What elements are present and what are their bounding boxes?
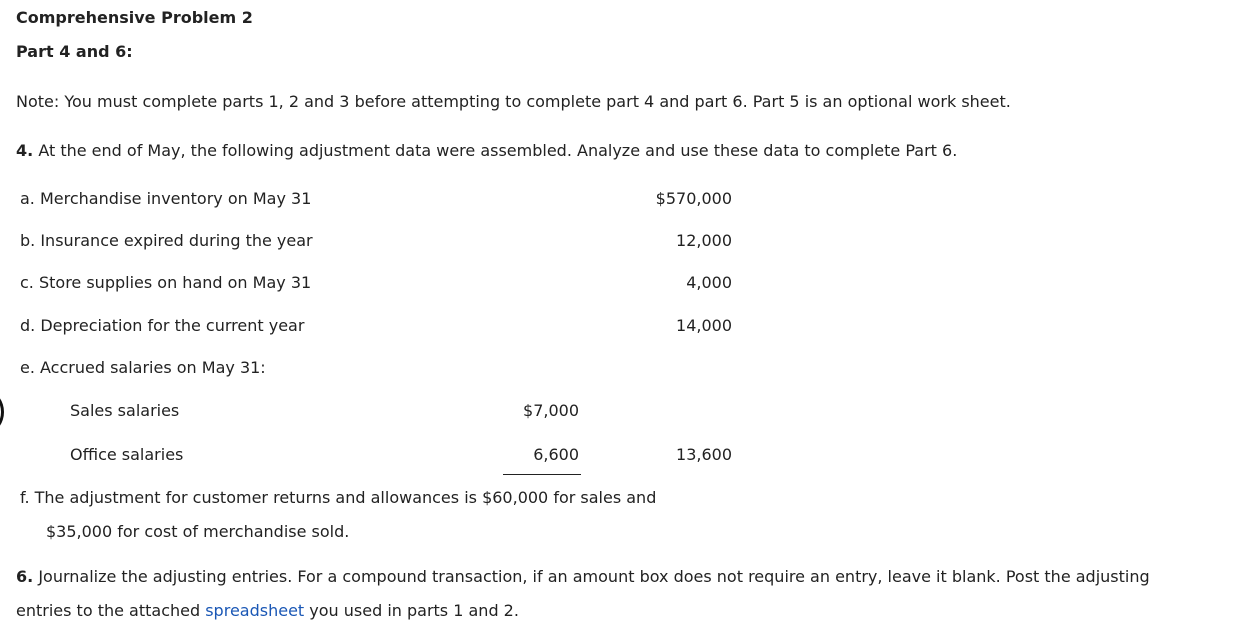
- spreadsheet-link[interactable]: spreadsheet: [205, 601, 305, 620]
- office-salaries-label: Office salaries: [70, 445, 184, 464]
- sales-salaries-label: Sales salaries: [70, 401, 180, 420]
- sales-salaries-amount: $7,000: [523, 401, 579, 420]
- subtotal-rule: [503, 474, 581, 475]
- adjustment-c-amount: 4,000: [686, 273, 732, 292]
- part6-line1: [16, 567, 1150, 587]
- adjustment-d-label: d. Depreciation for the current year: [20, 316, 305, 335]
- office-salaries-amount: 6,600: [533, 445, 579, 464]
- part4-text: At the end of May, the following adjustment data were assembled. Analyze and use these data to complete Part 6.: [38, 141, 958, 160]
- part6-line2-after: you used in parts 1 and 2.: [304, 601, 519, 620]
- part6-line2: [16, 601, 519, 621]
- page-title: Comprehensive Problem 2: [16, 8, 253, 27]
- adjustment-a-amount: $570,000: [655, 189, 732, 208]
- adjustment-a-label: a. Merchandise inventory on May 31: [20, 189, 312, 208]
- accrued-salaries-total: 13,600: [676, 445, 732, 464]
- part6-text: Journalize the adjusting entries. For a compound transaction, if an amount box does not require an entry, leave it blank. Post the adjusting: [38, 567, 1150, 586]
- part4-intro: [16, 141, 957, 161]
- adjustment-b-amount: 12,000: [676, 231, 732, 250]
- adjustment-f-line2: $35,000 for cost of merchandise sold.: [46, 522, 350, 541]
- part4-number: 4.: [16, 141, 34, 160]
- adjustment-d-amount: 14,000: [676, 316, 732, 335]
- part6-line2-before: entries to the attached: [16, 601, 206, 620]
- adjustment-e-label: e. Accrued salaries on May 31:: [20, 358, 266, 377]
- note-text: Note: You must complete parts 1, 2 and 3 before attempting to complete part 4 and part 6. Part 5 is an optional work sheet.: [16, 92, 1011, 111]
- adjustment-c-label: c. Store supplies on hand on May 31: [20, 273, 312, 292]
- part6-number: 6.: [16, 567, 34, 586]
- adjustment-b-label: b. Insurance expired during the year: [20, 231, 313, 250]
- page-edge-circle: [0, 392, 4, 432]
- adjustment-f-line1: f. The adjustment for customer returns and allowances is $60,000 for sales and: [20, 488, 657, 507]
- part-heading: Part 4 and 6:: [16, 42, 133, 61]
